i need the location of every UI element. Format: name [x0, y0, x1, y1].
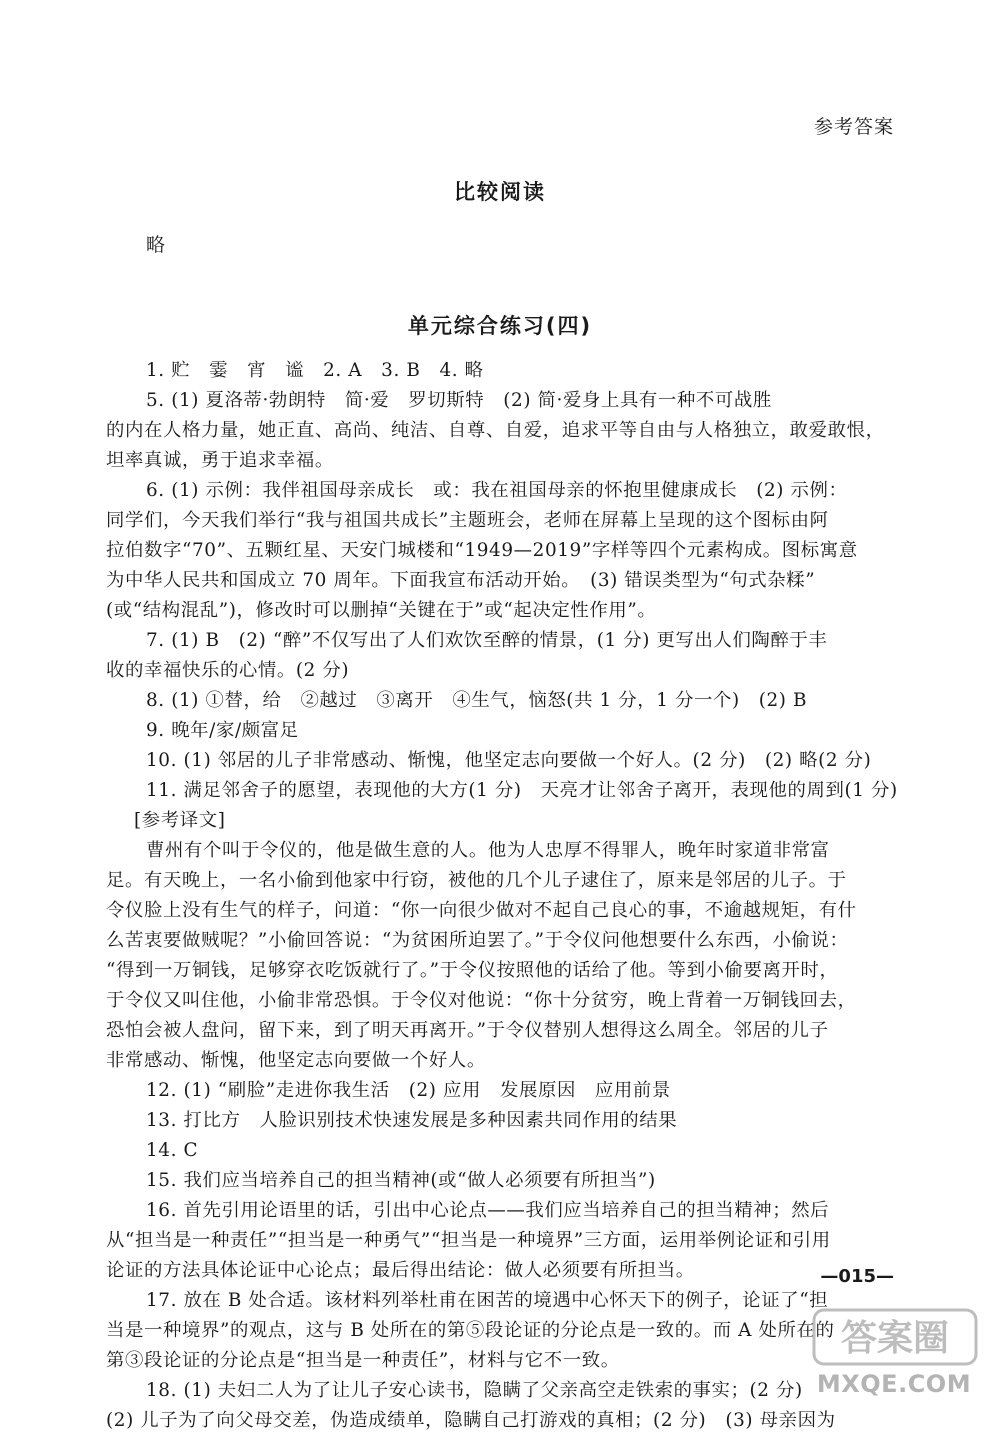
text-line: 恐怕会被人盘问，留下来，到了明天再离开。”于令仪替别人想得这么周全。邻居的儿子 [106, 1020, 829, 1041]
answer-body [106, 356, 898, 1436]
text-line: 1. 贮 霎 宵 谧 2. A 3. B 4. 略 [146, 360, 484, 381]
reference-translation-label: [参考译文] [134, 810, 226, 831]
watermark [806, 1306, 982, 1406]
text-line: 9. 晚年/家/颇富足 [146, 720, 299, 741]
watermark-logo-text: 答案圈 [840, 1318, 950, 1359]
text-line: 曹州有个叫于令仪的，他是做生意的人。他为人忠厚不得罪人，晚年时家道非常富 [146, 840, 830, 861]
watermark-url: MXQE.COM [816, 1370, 972, 1398]
text-line: 第③段论证的分论点是“担当是一种责任”，材料与它不一致。 [106, 1350, 620, 1371]
text-line: 6. (1) 示例：我伴祖国母亲成长 或：我在祖国母亲的怀抱里健康成长 (2) 示例： [146, 480, 848, 501]
text-line: 足。有天晚上，一名小偷到他家中行窃，被他的几个儿子逮住了，原来是邻居的儿子。于 [106, 870, 847, 891]
text-line: 10. (1) 邻居的儿子非常感动、惭愧，他坚定志向要做一个好人。(2 分) (2) 略(2 分) [146, 750, 872, 771]
text-line: 8. (1) ①替，给 ②越过 ③离开 ④生气，恼怒(共 1 分，1 分一个) (2) B [146, 690, 808, 711]
text-line: 的内在人格力量，她正直、高尚、纯洁、自尊、自爱，追求平等自由与人格独立，敢爱敢恨， [106, 420, 885, 441]
text-line: 16. 首先引用论语里的话，引出中心论点——我们应当培养自己的担当精神；然后 [146, 1200, 830, 1221]
text-line: 坦率真诚，勇于追求幸福。 [106, 450, 334, 471]
text-line: 17. 放在 B 处合适。该材料列举杜甫在困苦的境遇中心怀天下的例子，论证了“担 [146, 1290, 829, 1311]
text-line: 么苦衷要做贼呢？”小偷回答说：“为贫困所迫罢了。”于令仪问他想要什么东西，小偷说： [106, 930, 849, 951]
text-line: 论证的方法具体论证中心论点；最后得出结论：做人必须要有所担当。 [106, 1260, 695, 1281]
reference-translation-text [106, 836, 898, 1076]
text-line: 15. 我们应当培养自己的担当精神(或“做人必须要有所担当”) [146, 1170, 656, 1191]
text-line: 同学们，今天我们举行“我与祖国共成长”主题班会，老师在屏幕上呈现的这个图标由阿 [106, 510, 829, 531]
text-line: 14. C [146, 1140, 199, 1161]
section-title-unit-exercise: 单元综合练习(四) [407, 314, 593, 338]
answer-list [106, 356, 898, 806]
text-line: 11. 满足邻舍子的愿望，表现他的大方(1 分) 天亮才让邻舍子离开，表现他的周到(1 分) [146, 780, 898, 801]
text-line: 从“担当是一种责任”“担当是一种勇气”“担当是一种境界”三方面，运用举例论证和引用 [106, 1230, 831, 1251]
text-line: 13. 打比方 人脸识别技术快速发展是多种因素共同作用的结果 [146, 1110, 678, 1131]
compare-reading-body: 略 [146, 234, 166, 256]
text-line: 5. (1) 夏洛蒂·勃朗特 简·爱 罗切斯特 (2) 简·爱身上具有一种不可战胜 [146, 390, 772, 411]
text-line: 令仪脸上没有生气的样子，问道：“你一向很少做对不起自己良心的事，不逾越规矩，有什 [106, 900, 857, 921]
watermark-logo-icon [812, 1306, 978, 1368]
text-line: 为中华人民共和国成立 70 周年。下面我宣布活动开始。 (3) 错误类型为“句式杂糅” [106, 570, 816, 591]
text-line: 当是一种境界”的观点，这与 B 处所在的第⑤段论证的分论点是一致的。而 A 处所在的 [106, 1320, 835, 1341]
text-line: 收的幸福快乐的心情。(2 分) [106, 660, 350, 681]
text-line: “得到一万铜钱，足够穿衣吃饭就行了。”于令仪按照他的话给了他。等到小偷要离开时， [106, 960, 839, 981]
text-line: 12. (1) “刷脸”走进你我生活 (2) 应用 发展原因 应用前景 [146, 1080, 671, 1101]
text-line: 18. (1) 夫妇二人为了让儿子安心读书，隐瞒了父亲高空走铁索的事实；(2 分) [146, 1380, 803, 1401]
text-line: (2) 儿子为了向父母交差，伪造成绩单，隐瞒自己打游戏的真相；(2 分) (3) 母亲因为 [106, 1410, 836, 1431]
answer-list-continued [106, 1076, 898, 1436]
section-title-compare-reading: 比较阅读 [454, 180, 546, 204]
text-line: (或“结构混乱”)，修改时可以删掉“关键在于”或“起决定性作用”。 [106, 600, 657, 621]
text-line: 拉伯数字“70”、五颗红星、天安门城楼和“1949—2019”字样等四个元素构成。图标寓意 [106, 540, 858, 561]
page-number: —015— [820, 1266, 894, 1287]
text-line: 7. (1) B (2) “醉”不仅写出了人们欢饮至醉的情景，(1 分) 更写出人们陶醉于丰 [146, 630, 828, 651]
text-line: 于令仪又叫住他，小偷非常恐惧。于令仪对他说：“你十分贫穷，晚上背着一万铜钱回去， [106, 990, 857, 1011]
text-line: 非常感动、惭愧，他坚定志向要做一个好人。 [106, 1050, 486, 1071]
header-label: 参考答案 [813, 116, 894, 138]
